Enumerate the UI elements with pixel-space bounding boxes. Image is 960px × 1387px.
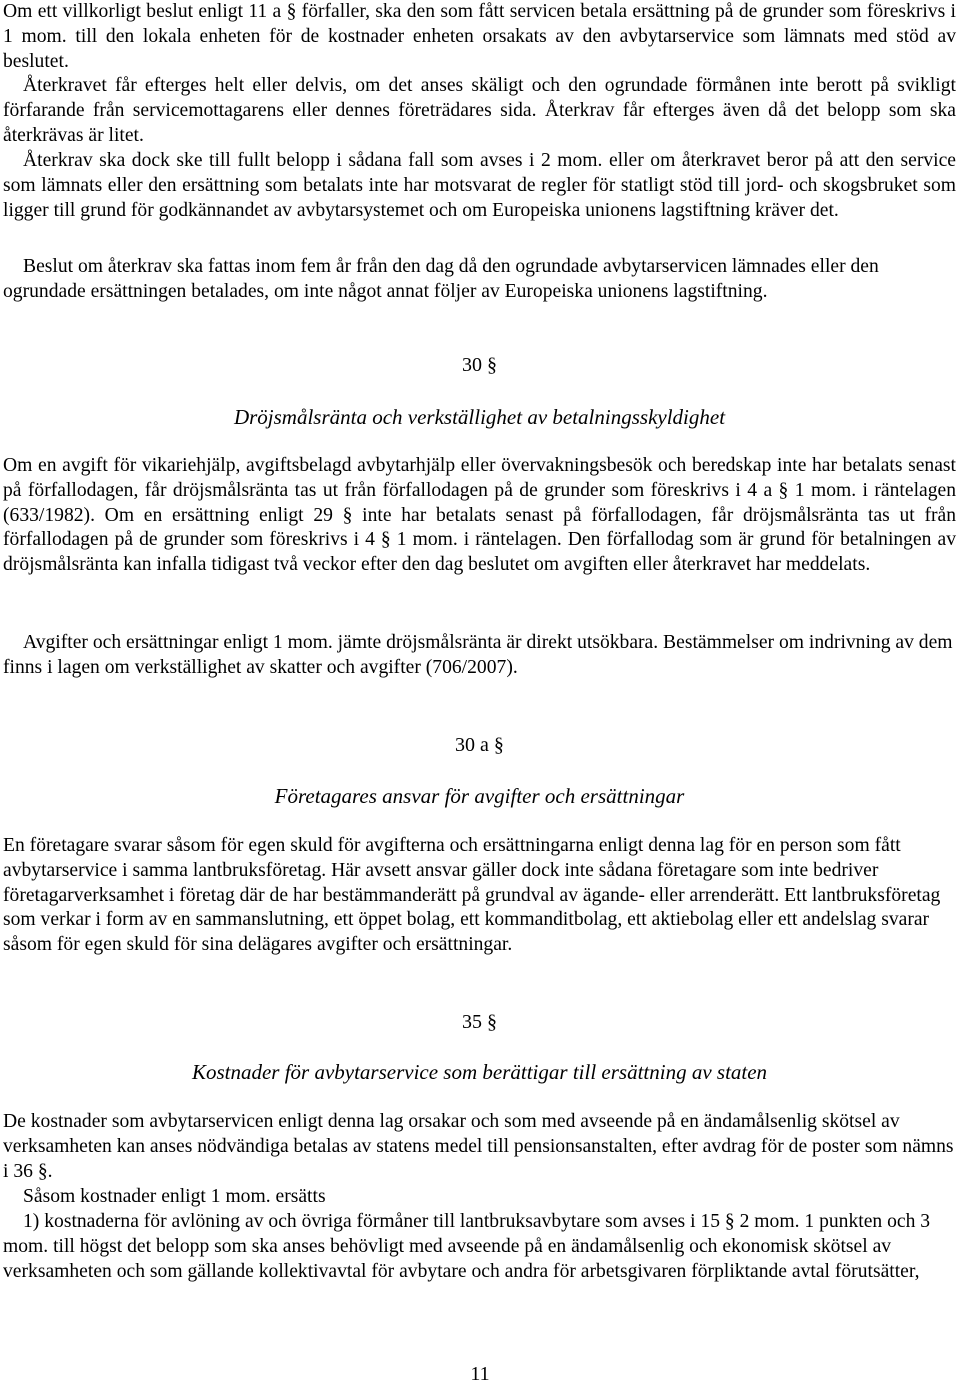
section-30a-paragraph-1: En företagare svarar såsom för egen skuld för avgifterna och ersättningarna enligt denna lag för en person som fått avbytarservice i samma lantbruksföretag. Här avsett ansvar gäller dock inte sådana företagare som inte bedriver företagarverksamhet i företag där de har bestämmanderätt på grundval av ägande- eller arrenderätt. Ett lantbruksföretag som verkar i form av en sammanslutning, ett öppet bolag, ett kommanditbolag, ett aktiebolag eller ett andelslag svarar såsom för egen skuld för sina delägares avgifter och ersättningar.	[3, 835, 941, 956]
paragraph-intro-4: Beslut om återkrav ska fattas inom fem år från den dag då den ogrundade avbytarservicen lämnades eller den ogrundade ersättningen betalades, om inte något annat följer av Europeiska unionens lagstiftning.	[3, 256, 879, 302]
section-35-number: 35 §	[462, 1011, 497, 1033]
paragraph-intro-3: Återkrav ska dock ske till fullt belopp i sådana fall som avses i 2 mom. eller om återkravet beror på att den service som lämnats eller den ersättning som betalats inte har motsvarat de regler för statligt stöd till jord- och skogsbruket som ligger till grund för godkännandet av avbytarsystemet och om Europeiska unionens lagstiftning kräver det.	[3, 150, 956, 221]
section-30a-number: 30 a §	[455, 734, 504, 756]
section-30-title: Dröjsmålsränta och verkställighet av betalningsskyldighet	[233, 405, 726, 429]
paragraph-intro-2: Återkravet får efterges helt eller delvis, om det anses skäligt och den ogrundade förmånen inte berott på svikligt förfarande från servicemottagarens eller dennes företrädares sida. Återkrav får efterges även då det belopp som ska återkrävas är litet.	[3, 75, 956, 146]
page-number: 11	[470, 1363, 490, 1385]
section-30-paragraph-2: Avgifter och ersättningar enligt 1 mom. jämte dröjsmålsränta är direkt utsökbara. Bestämmelser om indrivning av dem finns i lagen om verkställighet av skatter och avgifter (706/2007).	[3, 632, 953, 678]
section-35-title: Kostnader för avbytarservice som berättigar till ersättning av staten	[191, 1060, 768, 1084]
paragraph-intro-1: Om ett villkorligt beslut enligt 11 a § förfaller, ska den som fått servicen betala ersättning på de grunder som föreskrivs i 1 mom. till den lokala enheten för de kostnader enheten orsakats av den avbytarservice som lämnats med stöd av beslutet.	[3, 1, 956, 72]
section-30-paragraph-1: Om en avgift för vikariehjälp, avgiftsbelagd avbytarhjälp eller övervakningsbesök och beredskap inte har betalats senast på förfallodagen, får dröjsmålsränta tas ut från förfallodagen på de grunder som föreskrivs i 4 a § 1 mom. i räntelagen (633/1982). Om en ersättning enligt 29 § inte har betalats senast på förfallodagen, får dröjsmålsränta tas ut från förfallodagen på de grunder som föreskrivs i 4 § 1 mom. i räntelagen. Den förfallodag som är grund för betalningen av dröjsmålsränta kan infalla tidigast två veckor efter den dag beslutet om avgiften eller återkravet har meddelats.	[3, 455, 956, 576]
section-30a-title: Företagares ansvar för avgifter och ersättningar	[274, 784, 685, 808]
section-35-paragraph-3: 1) kostnaderna för avlöning av och övriga förmåner till lantbruksavbytare som avses i 15 § 2 mom. 1 punkten och 3 mom. till högst det belopp som ska anses behövligt med avseende på en ändamålsenlig och ekonomisk skötsel av verksamheten och som gällande kollektivavtal för avbytare och andra för arbetsgivaren förpliktande avtal förutsätter,	[3, 1211, 931, 1282]
section-35-paragraph-2: Såsom kostnader enligt 1 mom. ersätts	[23, 1186, 326, 1207]
section-30-number: 30 §	[462, 354, 497, 376]
section-35-paragraph-1: De kostnader som avbytarservicen enligt denna lag orsakar och som med avseende på en ändamålsenlig skötsel av verksamheten kan anses nödvändiga betalas av statens medel till pensionsanstalten, efter avdrag för de poster som nämns i 36 §.	[3, 1111, 954, 1182]
